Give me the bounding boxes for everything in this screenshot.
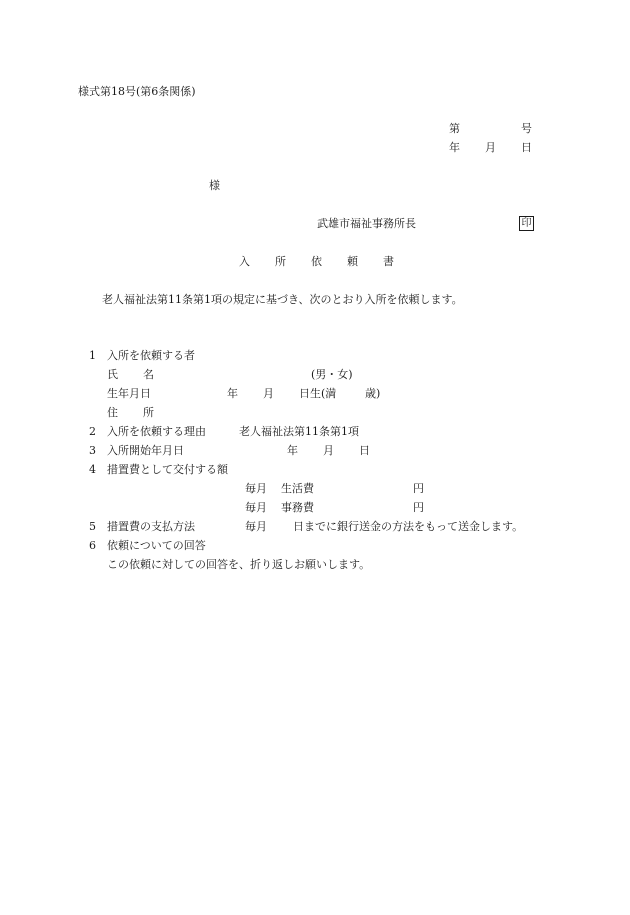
address-label-2: 所 bbox=[143, 406, 154, 419]
item-5-label: 措置費の支払方法 bbox=[107, 520, 195, 533]
dob-month: 月 bbox=[263, 387, 274, 400]
date-month: 月 bbox=[485, 141, 496, 154]
item-6-label: 依頼についての回答 bbox=[107, 539, 206, 552]
intro-text: 老人福祉法第11条第1項の規定に基づき、次のとおり入所を依頼します。 bbox=[102, 293, 463, 306]
item-6-number: 6 bbox=[89, 539, 96, 552]
address-label-1: 住 bbox=[107, 406, 118, 419]
dob-day: 日生(満 bbox=[299, 387, 337, 400]
date-day: 日 bbox=[521, 141, 532, 154]
item-4-label: 措置費として交付する額 bbox=[107, 463, 228, 476]
living-cost-freq: 毎月 bbox=[245, 482, 267, 495]
doc-number-prefix: 第 bbox=[449, 122, 460, 135]
item-5-text: 日までに銀行送金の方法をもって送金します。 bbox=[293, 520, 524, 533]
item-3-number: 3 bbox=[89, 444, 96, 457]
item-6-text: この依頼に対しての回答を、折り返しお願いします。 bbox=[107, 558, 371, 571]
dob-age: 歳) bbox=[365, 387, 381, 400]
title-char-1: 入 bbox=[239, 255, 250, 268]
seal-mark: 印 bbox=[519, 216, 534, 231]
living-cost-label: 生活費 bbox=[281, 482, 314, 495]
form-number: 様式第18号(第6条関係) bbox=[78, 85, 196, 98]
addressee-suffix: 様 bbox=[209, 179, 220, 192]
admin-cost-freq: 毎月 bbox=[245, 501, 267, 514]
name-label-1: 氏 bbox=[107, 368, 118, 381]
title-char-5: 書 bbox=[383, 255, 394, 268]
item-2-number: 2 bbox=[89, 425, 96, 438]
dob-year: 年 bbox=[227, 387, 238, 400]
date-year: 年 bbox=[449, 141, 460, 154]
name-label-2: 名 bbox=[143, 368, 154, 381]
item-2-value: 老人福祉法第11条第1項 bbox=[239, 425, 359, 438]
item-3-label: 入所開始年月日 bbox=[107, 444, 184, 457]
gender-choice: (男・女) bbox=[311, 368, 353, 381]
sender-name: 武雄市福祉事務所長 bbox=[317, 217, 416, 230]
item-4-number: 4 bbox=[89, 463, 96, 476]
item-5-freq: 毎月 bbox=[245, 520, 267, 533]
item-5-number: 5 bbox=[89, 520, 96, 533]
admin-cost-unit: 円 bbox=[413, 501, 424, 514]
item-1-label: 入所を依頼する者 bbox=[107, 349, 195, 362]
title-char-3: 依 bbox=[311, 255, 322, 268]
living-cost-unit: 円 bbox=[413, 482, 424, 495]
item-2-label: 入所を依頼する理由 bbox=[107, 425, 206, 438]
item-3-day: 日 bbox=[359, 444, 370, 457]
doc-number-suffix: 号 bbox=[521, 122, 532, 135]
dob-label: 生年月日 bbox=[107, 387, 151, 400]
title-char-2: 所 bbox=[275, 255, 286, 268]
item-3-month: 月 bbox=[323, 444, 334, 457]
item-1-number: 1 bbox=[89, 349, 96, 362]
item-3-year: 年 bbox=[287, 444, 298, 457]
title-char-4: 頼 bbox=[347, 255, 358, 268]
admin-cost-label: 事務費 bbox=[281, 501, 314, 514]
